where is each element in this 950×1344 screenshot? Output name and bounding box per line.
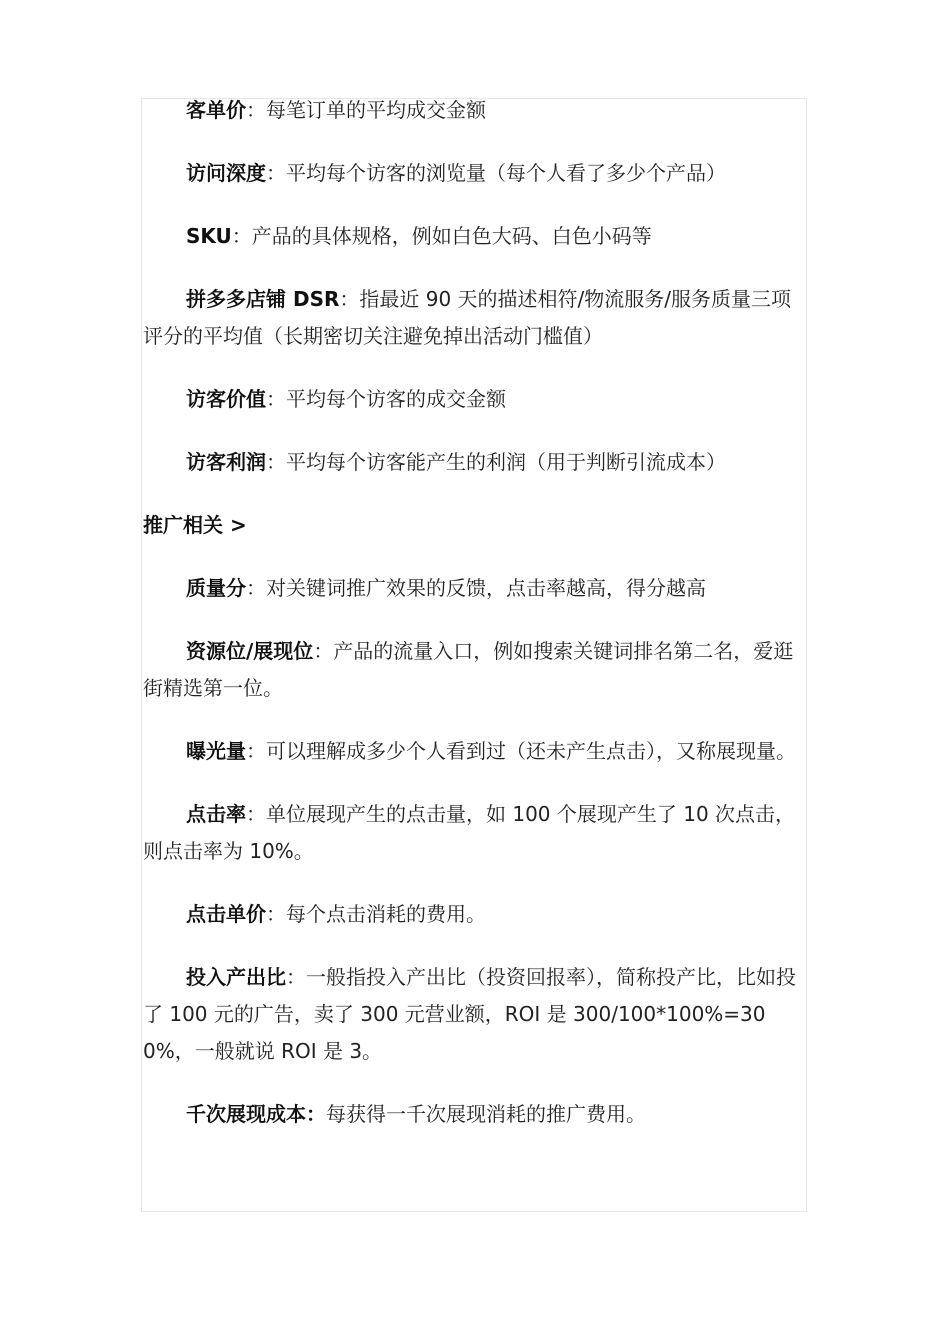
definition-paragraph (143, 796, 803, 870)
definition-text: ：一般指投入产出比（投资回报率），简称投产比，比如投了 100 元的广告，卖了 300 元营业额，ROI 是 300/100*100%=300%，一般就说 ROI 是 3。 (143, 965, 796, 1063)
definition-paragraph (143, 281, 803, 355)
definition-text: ：平均每个访客能产生的利润（用于判断引流成本） (266, 450, 726, 474)
section-heading-text: 推广相关 > (143, 513, 247, 537)
definition-term: 资源位/展现位 (186, 639, 314, 663)
definition-text: ：单位展现产生的点击量，如 100 个展现产生了 10 次点击，则点击率为 10%。 (143, 802, 796, 863)
definition-paragraph (143, 155, 803, 192)
definition-text: ：平均每个访客的成交金额 (266, 387, 506, 411)
definition-term: 访客价值 (186, 387, 266, 411)
definition-term: 质量分 (186, 576, 246, 600)
definition-text: ：平均每个访客的浏览量（每个人看了多少个产品） (266, 161, 726, 185)
definition-text: ：可以理解成多少个人看到过（还未产生点击），又称展现量。 (246, 739, 796, 763)
definition-paragraph (143, 633, 803, 707)
definition-paragraph (143, 218, 803, 255)
definition-paragraph (143, 959, 803, 1070)
definition-paragraph (143, 1096, 803, 1133)
definition-term: 点击单价 (186, 902, 266, 926)
definition-term: 访客利润 (186, 450, 266, 474)
document-body (143, 92, 803, 1159)
definition-term: SKU (186, 224, 232, 248)
definition-paragraph (143, 381, 803, 418)
definition-text: ：每笔订单的平均成交金额 (246, 98, 486, 122)
section-heading (143, 507, 803, 544)
definition-term: 访问深度 (186, 161, 266, 185)
definition-term: 拼多多店铺 DSR (186, 287, 340, 311)
definition-term: 曝光量 (186, 739, 246, 763)
definition-text: ：对关键词推广效果的反馈，点击率越高，得分越高 (246, 576, 706, 600)
definition-term: 投入产出比 (186, 965, 286, 989)
definition-text: ：产品的流量入口，例如搜索关键词排名第二名，爱逛街精选第一位。 (143, 639, 794, 700)
definition-term: 点击率 (186, 802, 246, 826)
definition-text: ：每个点击消耗的费用。 (266, 902, 486, 926)
definition-text: ：产品的具体规格，例如白色大码、白色小码等 (231, 224, 652, 248)
definition-paragraph (143, 896, 803, 933)
definition-paragraph (143, 570, 803, 607)
definition-text: ：指最近 90 天的描述相符/物流服务/服务质量三项评分的平均值（长期密切关注避免掉出活动门槛值） (143, 287, 792, 348)
definition-paragraph (143, 92, 803, 129)
definition-paragraph (143, 444, 803, 481)
definition-term: 千次展现成本： (186, 1102, 326, 1126)
definition-term: 客单价 (186, 98, 246, 122)
definition-text: 每获得一千次展现消耗的推广费用。 (326, 1102, 646, 1126)
definition-paragraph (143, 733, 803, 770)
